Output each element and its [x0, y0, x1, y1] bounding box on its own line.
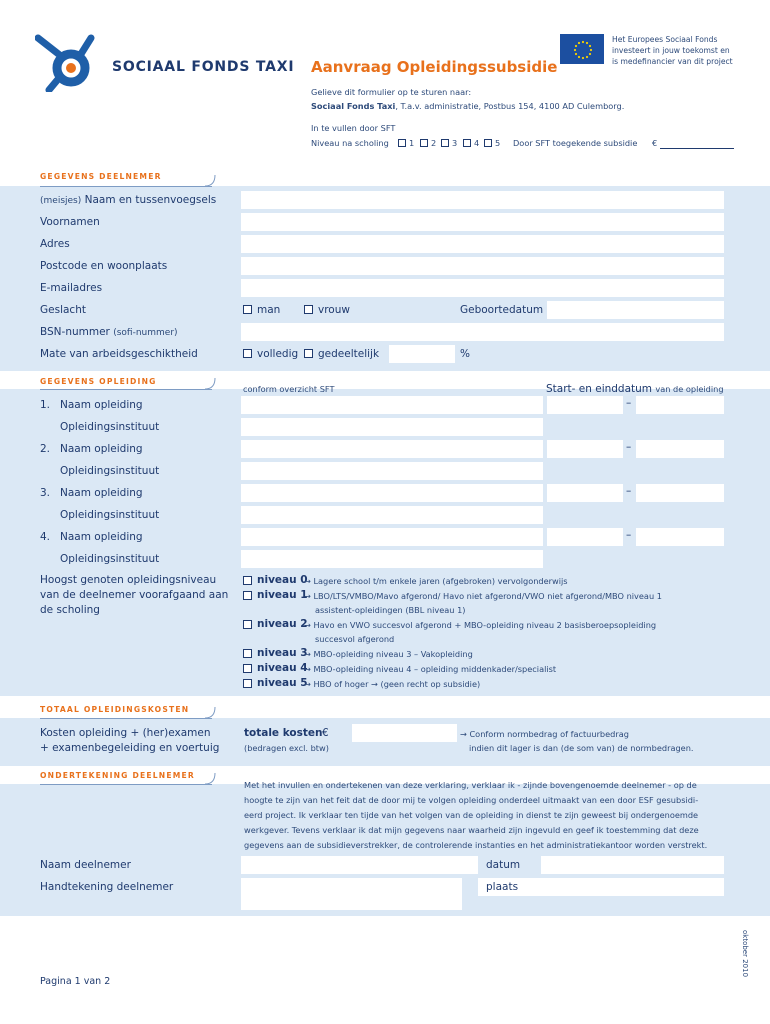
handtekening-label: Handtekening deelnemer [40, 881, 174, 893]
niveau-opt-4: 4 [474, 138, 480, 148]
send-to-text: Gelieve dit formulier op te sturen naar: [311, 87, 472, 97]
plaats-label: plaats [486, 881, 519, 893]
opleiding-1-naam-input[interactable] [241, 396, 543, 414]
postcode-input[interactable] [241, 257, 724, 275]
bedragen-excl: (bedragen excl. btw) [244, 743, 329, 753]
niveau-4-checkbox[interactable] [243, 664, 252, 673]
niveau-1-text: → LBO/LTS/VMBO/Mavo afgerond/ Havo niet afgerond/VWO niet afgerond/MBO niveau 1 [304, 591, 662, 601]
section-corner [205, 773, 217, 785]
opleiding-4-start-input[interactable] [547, 528, 623, 546]
naam-deelnemer-input[interactable] [241, 856, 478, 874]
hoogst-label-2: van de deelnemer voorafgaand aan [40, 589, 229, 601]
opleiding-2-eind-input[interactable] [636, 440, 724, 458]
niveau-checkbox-3[interactable] [441, 139, 449, 147]
niveau-label: Niveau na scholing [311, 138, 389, 148]
opleiding-1-eind-input[interactable] [636, 396, 724, 414]
niveau-1-checkbox[interactable] [243, 591, 252, 600]
volledig-label: volledig [257, 348, 299, 360]
eu-note-2: investeert in jouw toekomst en [612, 46, 730, 55]
opleiding-2-start-input[interactable] [547, 440, 623, 458]
eu-note-3: is medefinancier van dit project [612, 57, 733, 66]
mate-label: Mate van arbeidsgeschiktheid [40, 348, 198, 360]
geboortedatum-label: Geboortedatum [460, 304, 544, 316]
niveau-3-label: niveau 3 [257, 647, 308, 659]
bsn-input[interactable] [241, 323, 724, 341]
opleiding-2-naam-label: Naam opleiding [60, 443, 143, 455]
conform-overzicht: conform overzicht SFT [243, 384, 335, 394]
startend-note: van de opleiding [655, 384, 724, 394]
postcode-label: Postcode en woonplaats [40, 260, 168, 272]
opleiding-1-num: 1. [40, 399, 51, 411]
eu-stars-icon [561, 35, 605, 65]
adres-input[interactable] [241, 235, 724, 253]
page-number: Pagina 1 van 2 [40, 976, 111, 987]
niveau-2-checkbox[interactable] [243, 620, 252, 629]
niveau-opt-3: 3 [452, 138, 458, 148]
sociaal-fonds-taxi-logo [35, 32, 95, 92]
vrouw-checkbox[interactable] [304, 305, 313, 314]
section-corner [205, 175, 217, 187]
man-label: man [257, 304, 281, 316]
verklaring-line-1: Met het invullen en ondertekenen van deze verklaring, verklaar ik - zijnde bovengenoemde deelnemer - op de [244, 780, 697, 790]
niveau-opt-2: 2 [431, 138, 437, 148]
niveau-0-checkbox[interactable] [243, 576, 252, 585]
opleiding-3-instituut-input[interactable] [241, 506, 543, 524]
niveau-opt-5: 5 [495, 138, 501, 148]
email-input[interactable] [241, 279, 724, 297]
naam-label [40, 194, 216, 206]
section-ondertekening-title: ONDERTEKENING DEELNEMER [40, 771, 195, 780]
bsn-label [40, 326, 178, 338]
verklaring-line-2: hoogte te zijn van het feit dat de door mij te volgen opleiding onderdeel uitmaakt van een door ESF gesubsidi- [244, 795, 699, 805]
opleiding-3-num: 3. [40, 487, 51, 499]
naam-text: Naam en tussenvoegsels [84, 194, 217, 206]
niveau-2-text2: succesvol afgerond [315, 634, 395, 644]
geboortedatum-input[interactable] [547, 301, 724, 319]
subsidie-euro: € [652, 138, 658, 148]
niveau-4-text: → MBO-opleiding niveau 4 – opleiding middenkader/specialist [304, 664, 557, 674]
niveau-checkbox-2[interactable] [420, 139, 428, 147]
niveau-checkbox-4[interactable] [463, 139, 471, 147]
niveau-4-label: niveau 4 [257, 662, 308, 674]
opleiding-1-instituut-label: Opleidingsinstituut [60, 421, 160, 433]
opleiding-1-dash: – [626, 397, 632, 409]
start-einddatum-label [546, 383, 724, 395]
conform-normbedrag-2: indien dit lager is dan (de som van) de normbedragen. [469, 743, 694, 753]
naam-prefix: (meisjes) [40, 196, 82, 206]
kosten-label-2: + examenbegeleiding en voertuig [40, 742, 220, 754]
address-line [311, 101, 624, 111]
address-name: Sociaal Fonds Taxi [311, 101, 396, 111]
niveau-2-label: niveau 2 [257, 618, 308, 630]
section-corner [205, 378, 217, 390]
opleiding-4-naam-label: Naam opleiding [60, 531, 143, 543]
opleiding-1-start-input[interactable] [547, 396, 623, 414]
section-kosten-title: TOTAAL OPLEIDINGSKOSTEN [40, 705, 190, 714]
conform-normbedrag-1: → Conform normbedrag of factuurbedrag [460, 729, 629, 739]
subsidie-input[interactable] [660, 148, 734, 149]
opleiding-3-start-input[interactable] [547, 484, 623, 502]
adres-label: Adres [40, 238, 70, 250]
totale-kosten-label: totale kosten [244, 727, 323, 739]
percentage-input[interactable] [389, 345, 455, 363]
opleiding-3-naam-input[interactable] [241, 484, 543, 502]
niveau-5-checkbox[interactable] [243, 679, 252, 688]
niveau-opt-1: 1 [409, 138, 415, 148]
brand-name: SOCIAAL FONDS TAXI [112, 59, 295, 75]
vrouw-label: vrouw [318, 304, 350, 316]
section-opleiding-title: GEGEVENS OPLEIDING [40, 377, 157, 386]
opleiding-1-naam-label: Naam opleiding [60, 399, 143, 411]
percent-sign: % [460, 348, 470, 360]
verklaring-line-3: eerd project. Ik verklaar ten tijde van het volgen van de opleiding in dienst te zijn geweest bij ondergenoemde [244, 810, 699, 820]
section-deelnemer-title: GEGEVENS DEELNEMER [40, 172, 162, 181]
startend-text: Start- en einddatum [546, 383, 653, 395]
verklaring-line-4: werkgever. Tevens verklaar ik dat mijn gegevens naar waarheid zijn ingevuld en geef ik toestemming dat deze [244, 825, 699, 835]
gedeeltelijk-label: gedeeltelijk [318, 348, 380, 360]
opleiding-1-instituut-input[interactable] [241, 418, 543, 436]
niveau-5-label: niveau 5 [257, 677, 308, 689]
opleiding-4-eind-input[interactable] [636, 528, 724, 546]
verklaring-line-5: gegevens aan de subsidieverstrekker, de controlerende instanties en het administratiekantoor worden verstrekt. [244, 840, 708, 850]
datum-label: datum [486, 859, 521, 871]
niveau-0-label: niveau 0 [257, 574, 308, 586]
opleiding-4-instituut-input[interactable] [241, 550, 543, 568]
kosten-label-1: Kosten opleiding + (her)examen [40, 727, 211, 739]
voornamen-input[interactable] [241, 213, 724, 231]
section-line [40, 784, 212, 785]
naam-input[interactable] [241, 191, 724, 209]
man-checkbox[interactable] [243, 305, 252, 314]
naam-deelnemer-label: Naam deelnemer [40, 859, 131, 871]
opleiding-2-instituut-label: Opleidingsinstituut [60, 465, 160, 477]
totale-kosten-input[interactable] [352, 724, 457, 742]
niveau-2-text: → Havo en VWO succesvol afgerond + MBO-opleiding niveau 2 basisberoepsopleiding [304, 620, 657, 630]
subsidie-label: Door SFT toegekende subsidie [513, 138, 638, 148]
opleiding-3-naam-label: Naam opleiding [60, 487, 143, 499]
niveau-5-text: → HBO of hoger → (geen recht op subsidie) [304, 679, 481, 689]
address-rest: , T.a.v. administratie, Postbus 154, 4100 AD Culemborg. [395, 101, 625, 111]
opleiding-2-instituut-input[interactable] [241, 462, 543, 480]
opleiding-4-num: 4. [40, 531, 51, 543]
gedeeltelijk-checkbox[interactable] [304, 349, 313, 358]
sft-heading: In te vullen door SFT [311, 123, 396, 133]
opleiding-2-dash: – [626, 441, 632, 453]
opleiding-3-eind-input[interactable] [636, 484, 724, 502]
hoogst-label-1: Hoogst genoten opleidingsniveau [40, 574, 217, 586]
section-corner [205, 707, 217, 719]
opleiding-4-instituut-label: Opleidingsinstituut [60, 553, 160, 565]
eu-note-1: Het Europees Sociaal Fonds [612, 35, 718, 44]
niveau-checkbox-5[interactable] [484, 139, 492, 147]
niveau-3-checkbox[interactable] [243, 649, 252, 658]
totale-kosten-euro: € [322, 727, 329, 739]
opleiding-2-num: 2. [40, 443, 51, 455]
bsn-note: (sofi-nummer) [113, 328, 178, 338]
footer-date: oktober 2010 [741, 930, 749, 978]
datum-input[interactable] [541, 856, 724, 874]
section-line [40, 186, 212, 187]
niveau-3-text: → MBO-opleiding niveau 3 – Vakopleiding [304, 649, 473, 659]
handtekening-input[interactable] [241, 878, 462, 910]
section-line [40, 718, 212, 719]
email-label: E-mailadres [40, 282, 103, 294]
bsn-text: BSN-nummer [40, 326, 110, 338]
niveau-checkbox-1[interactable] [398, 139, 406, 147]
niveau-1-label: niveau 1 [257, 589, 308, 601]
volledig-checkbox[interactable] [243, 349, 252, 358]
opleiding-4-naam-input[interactable] [241, 528, 543, 546]
opleiding-3-instituut-label: Opleidingsinstituut [60, 509, 160, 521]
voornamen-label: Voornamen [40, 216, 100, 228]
niveau-1-text2: assistent-opleidingen (BBL niveau 1) [315, 605, 466, 615]
geslacht-label: Geslacht [40, 304, 86, 316]
niveau-0-text: → Lagere school t/m enkele jaren (afgebroken) vervolgonderwijs [304, 576, 568, 586]
form-title: Aanvraag Opleidingssubsidie [311, 58, 558, 76]
hoogst-label-3: de scholing [40, 604, 100, 616]
opleiding-2-naam-input[interactable] [241, 440, 543, 458]
section-line [40, 389, 212, 390]
opleiding-3-dash: – [626, 485, 632, 497]
opleiding-4-dash: – [626, 529, 632, 541]
eu-flag [560, 34, 604, 64]
